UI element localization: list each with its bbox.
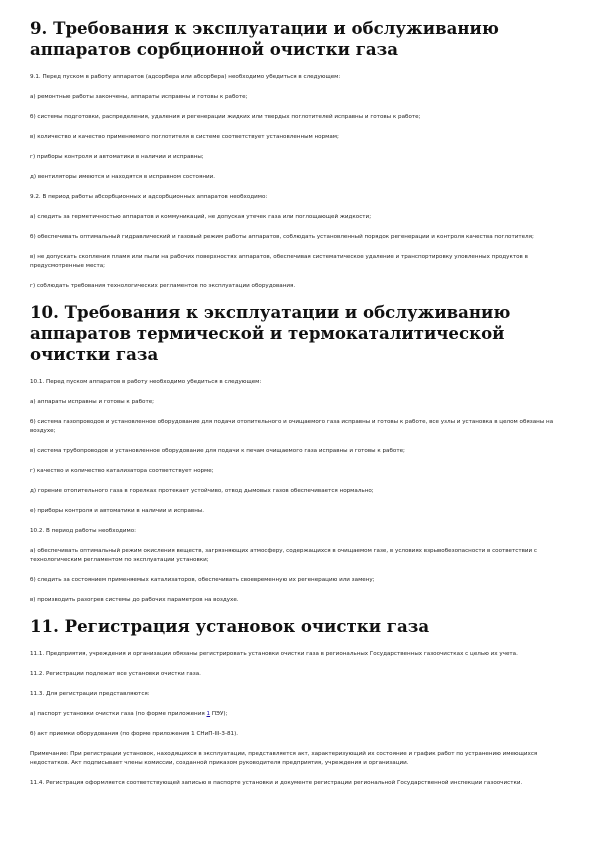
paragraph: 11.2. Регистрации подлежат все установки очистки газа. [30,671,201,677]
paragraph: а) аппараты исправны и готовы к работе; [30,399,155,405]
paragraph: б) обеспечивать оптимальный гидравлический и газовый режим работы аппаратов, соблюдать установленный порядок регенерации и контроля качества поглотителя; [30,234,534,240]
paragraph: б) акт приемки оборудования (по форме приложения 1 СНиП-III-3-81). [30,731,239,737]
passport-text-after: ПЭУ); [210,711,228,717]
paragraph: б) системы подготовки, распределения, удаления и регенерации жидких или твердых поглотителей исправны и готовы к работе; [30,114,421,120]
paragraph: в) количество и качество применяемого поглотителя в системе соответствует установленным нормам; [30,134,339,140]
paragraph: в) производить разогрев системы до рабочих параметров на воздухе. [30,597,239,603]
paragraph: 11.4. Регистрация оформляется соответствующей записью в паспорте установки и документе регистрации региональной Государственной инспекции газоочистки. [30,780,523,786]
section-10 [30,302,565,605]
paragraph: 9.1. Перед пуском в работу аппаратов (адсорбера или абсорбера) необходимо убедиться в следующем: [30,74,341,80]
appendix-link[interactable]: 1 [206,711,211,717]
paragraph: д) вентиляторы имеются и находятся в исправном состоянии. [30,174,216,180]
paragraph: 11.1. Предприятия, учреждения и организации обязаны регистрировать установки очистки газа в региональных Государственных газоочистках с целью их учета. [30,651,518,657]
passport-text-before: а) паспорт установки очистки газа (по форме приложения [30,711,207,717]
paragraph: 9.2. В период работы абсорбционных и адсорбционных аппаратов необходимо: [30,194,268,200]
section-10-title: 10. Требования к эксплуатации и обслуживанию аппаратов термической и термокаталитической очистки газа [30,302,511,364]
paragraph: г) приборы контроля и автоматики в наличии и исправны; [30,154,204,160]
paragraph: 10.1. Перед пуском аппаратов в работу необходимо убедиться в следующем: [30,379,262,385]
paragraph: а) обеспечивать оптимальный режим окисления веществ, загрязняющих атмосферу, содержащихся в очищаемом газе, в условиях взрывобезопасности в соответствии с технологическим регламентом по эксплуатации установки; [30,548,538,563]
section-11-title: 11. Регистрация установок очистки газа [30,616,430,636]
paragraph: а) ремонтные работы закончены, аппараты исправны и готовы к работе; [30,94,248,100]
section-9-title: 9. Требования к эксплуатации и обслуживанию аппаратов сорбционной очистки газа [30,18,499,59]
paragraph: 11.3. Для регистрации представляются: [30,691,150,697]
paragraph: в) не допускать скопления пламя или пыли на рабочих поверхностях аппаратов, обеспечивая систематическое удаление и транспортировку уловленных продуктов в предусмотренные места; [30,254,528,269]
paragraph: д) горение отопительного газа в горелках протекает устойчиво, отвод дымовых газов обеспечивается нормально; [30,488,374,494]
paragraph: г) качество и количество катализатора соответствует норме; [30,468,214,474]
paragraph: б) следить за состоянием применяемых катализаторов, обеспечивать своевременную их регенерацию или замену; [30,577,375,583]
paragraph: в) система трубопроводов и установленное оборудование для подачи к печам очищаемого газа исправны и готовы к работе; [30,448,405,454]
paragraph: б) система газопроводов и установленное оборудование для подачи отопительного и очищаемого газа исправны и готовы к работе, все узлы и установка в целом обязаны на воздухе; [30,419,554,434]
paragraph: 10.2. В период работы необходимо: [30,528,137,534]
paragraph: е) приборы контроля и автоматики в наличии и исправны. [30,508,205,514]
passport-paragraph [30,710,565,719]
section-9 [30,18,565,291]
paragraph: а) следить за герметичностью аппаратов и коммуникаций, не допуская утечек газа или поглощающей жидкости; [30,214,372,220]
note-paragraph: Примечание: При регистрации установок, находящихся в эксплуатации, представляется акт, характеризующий их состояние и график работ по устранению имеющихся недостатков. Акт подписывает члены комиссии, созданной приказом руководителя предприятия, учреждения и организации. [30,751,538,766]
paragraph: г) соблюдать требования технологических регламентов по эксплуатации оборудования. [30,283,296,289]
section-11 [30,616,565,788]
